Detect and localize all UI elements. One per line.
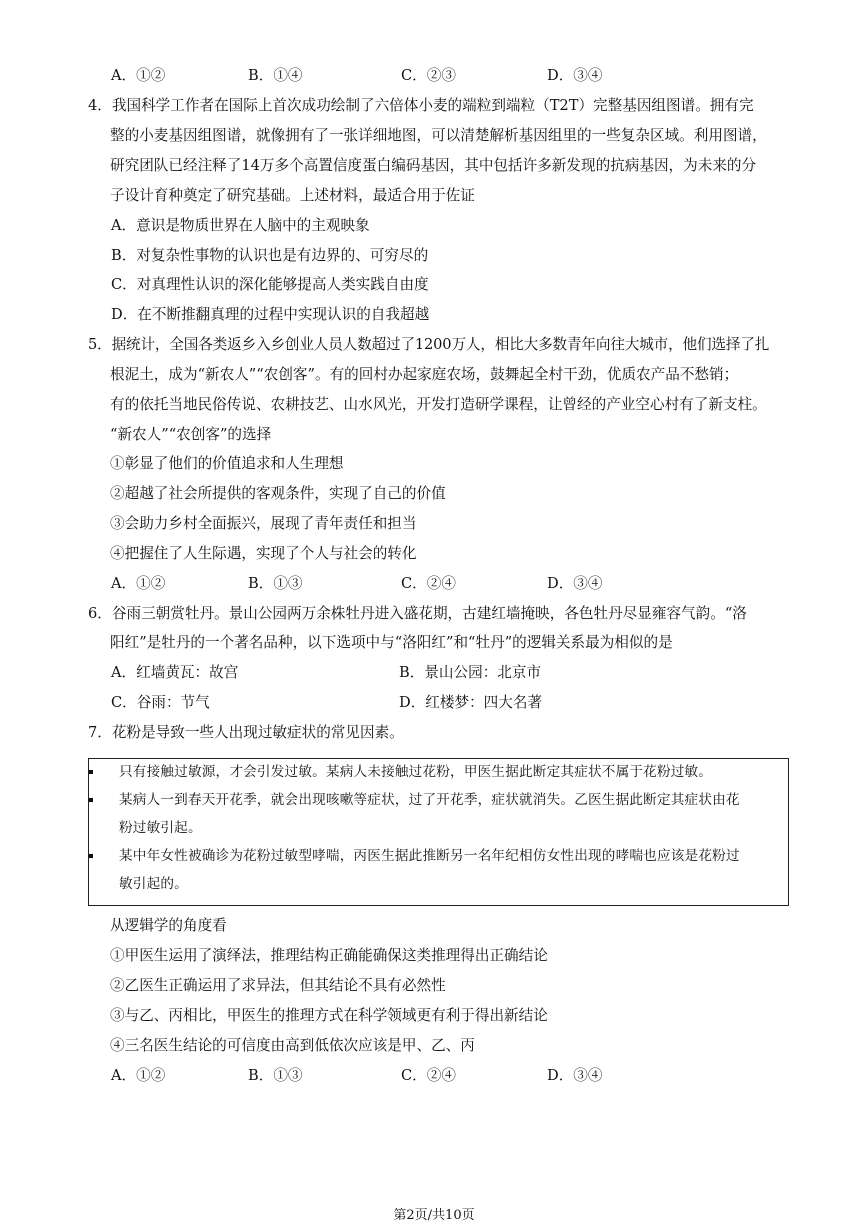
q4-option-d: D．在不断推翻真理的过程中实现认识的自我超越 (111, 306, 430, 323)
q3-option-a: A．①② (111, 67, 166, 84)
q5-stem-line-3: 有的依托当地民俗传说、农耕技艺、山水风光，开发打造研学课程，让曾经的产业空心村有了新支柱。 (110, 396, 767, 413)
q4-stem-line-4: 子设计育种奠定了研究基础。上述材料，最适合用于佐证 (110, 187, 475, 204)
q7-item-2: ②乙医生正确运用了求异法，但其结论不具有必然性 (110, 977, 446, 994)
q5-stem-line-1: 5．据统计，全国各类返乡入乡创业人员人数超过了1200万人，相比大多数青年向往大城市，他们选择了扎 (88, 336, 770, 353)
q4-option-b: B．对复杂性事物的认识也是有边界的、可穷尽的 (111, 247, 429, 264)
bullet-icon (89, 798, 93, 802)
q7-box-line-2: 某病人一到春天开花季，就会出现咳嗽等症状，过了开花季，症状就消失。乙医生据此断定其症状由花 (119, 792, 740, 808)
q5-stem-line-2: 根泥土，成为“新农人”“农创客”。有的回村办起家庭农场，鼓舞起全村干劲，优质农产品不愁销； (110, 366, 739, 383)
page-footer: 第2页/共10页 (393, 1208, 475, 1223)
q6-option-a: A．红墙黄瓦：故宫 (111, 664, 239, 681)
q5-stem-line-4: “新农人”“农创客”的选择 (110, 426, 272, 443)
q5-item-2: ②超越了社会所提供的客观条件，实现了自己的价值 (110, 485, 446, 502)
q7-box-line-5: 敏引起的。 (119, 876, 188, 892)
q7-option-c: C．②④ (401, 1067, 456, 1084)
q7-option-b: B．①③ (248, 1067, 303, 1084)
q4-stem-line-2: 整的小麦基因组图谱，就像拥有了一张详细地图，可以清楚解析基因组里的一些复杂区域。利用图谱， (110, 127, 767, 144)
q7-box-line-4: 某中年女性被确诊为花粉过敏型哮喘，丙医生据此推断另一名年纪相仿女性出现的哮喘也应该是花粉过 (119, 848, 740, 864)
q6-option-b: B．景山公园：北京市 (399, 664, 542, 681)
q5-option-d: D．③④ (547, 575, 603, 592)
bullet-icon (89, 854, 93, 858)
q7-lead: 从逻辑学的角度看 (110, 917, 227, 934)
q3-option-b: B．①④ (248, 67, 303, 84)
q7-option-a: A．①② (111, 1067, 166, 1084)
q4-option-a: A．意识是物质世界在人脑中的主观映象 (111, 217, 370, 234)
q6-option-d: D．红楼梦：四大名著 (399, 694, 543, 711)
q5-item-4: ④把握住了人生际遇，实现了个人与社会的转化 (110, 545, 417, 562)
q7-box-line-1: 只有接触过敏源，才会引发过敏。某病人未接触过花粉，甲医生据此断定其症状不属于花粉过敏。 (119, 764, 713, 780)
q7-item-4: ④三名医生结论的可信度由高到低依次应该是甲、乙、丙 (110, 1037, 475, 1054)
q5-item-1: ①彰显了他们的价值追求和人生理想 (110, 455, 344, 472)
q5-option-b: B．①③ (248, 575, 303, 592)
q5-option-a: A．①② (111, 575, 166, 592)
q4-option-c: C．对真理性认识的深化能够提高人类实践自由度 (111, 276, 429, 293)
q7-item-3: ③与乙、丙相比，甲医生的推理方式在科学领域更有利于得出新结论 (110, 1007, 548, 1024)
bullet-icon (89, 770, 93, 774)
q6-stem-line-1: 6．谷雨三朝赏牡丹。景山公园两万余株牡丹进入盛花期，古建红墙掩映，各色牡丹尽显雍容气韵。“洛 (88, 605, 747, 622)
q3-option-c: C．②③ (401, 67, 456, 84)
q4-stem-line-1: 4．我国科学工作者在国际上首次成功绘制了六倍体小麦的端粒到端粒（T2T）完整基因组图谱。拥有完 (88, 97, 754, 114)
q5-item-3: ③会助力乡村全面振兴，展现了青年责任和担当 (110, 515, 417, 532)
q6-option-c: C．谷雨：节气 (111, 694, 210, 711)
q7-stem: 7．花粉是导致一些人出现过敏症状的常见因素。 (88, 724, 404, 741)
q4-stem-line-3: 研究团队已经注释了14万多个高置信度蛋白编码基因，其中包括许多新发现的抗病基因，为未来的分 (110, 157, 757, 174)
q7-item-1: ①甲医生运用了演绎法，推理结构正确能确保这类推理得出正确结论 (110, 947, 548, 964)
q7-box-line-3: 粉过敏引起。 (119, 820, 202, 836)
q7-option-d: D．③④ (547, 1067, 603, 1084)
q5-option-c: C．②④ (401, 575, 456, 592)
q3-option-d: D．③④ (547, 67, 603, 84)
q6-stem-line-2: 阳红”是牡丹的一个著名品种，以下选项中与“洛阳红”和“牡丹”的逻辑关系最为相似的是 (110, 634, 673, 651)
